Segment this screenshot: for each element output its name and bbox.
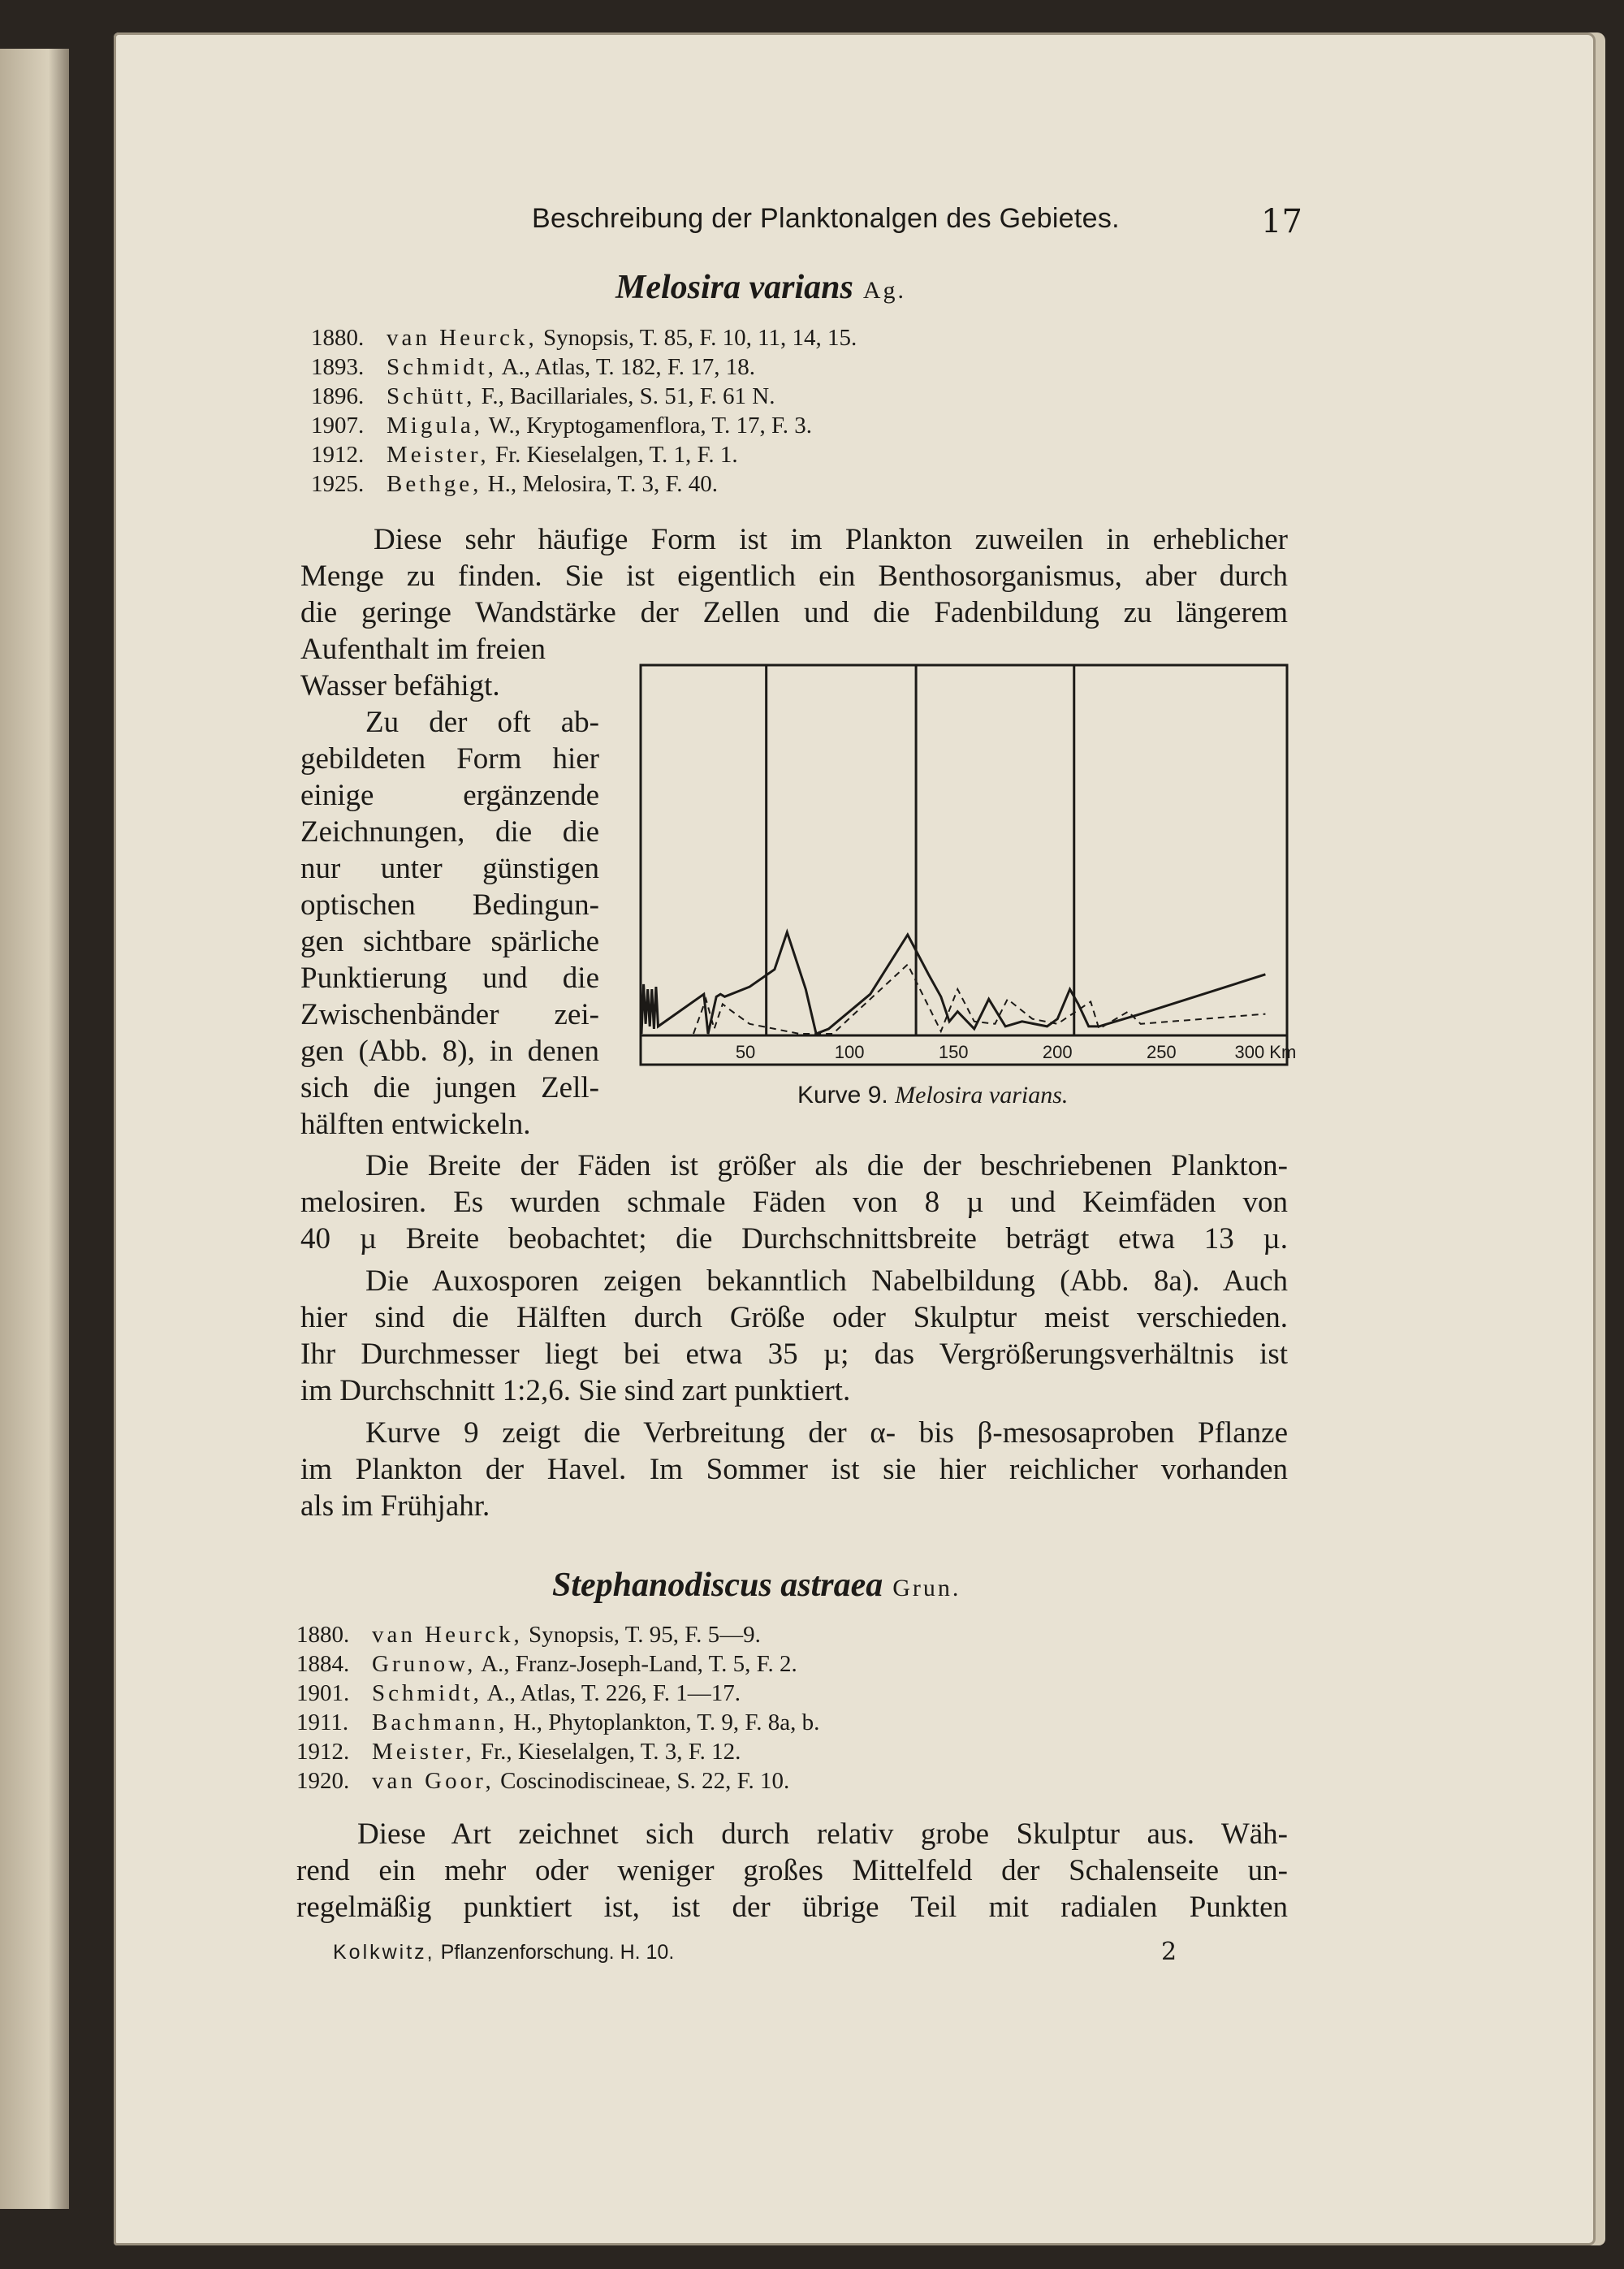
reference-entry: 1884. Grunow, A., Franz-Joseph-Land, T. 5, F. 2. [296,1651,797,1677]
body-line: Zwischenbänder zei- [300,998,599,1031]
reference-entry: 1912. Meister, Fr. Kieselalgen, T. 1, F. 1. [311,442,738,468]
reference-entry: 1920. van Goor, Coscinodiscineae, S. 22, F. 10. [296,1768,790,1794]
body-line: sich die jungen Zell- [300,1071,599,1104]
body-line: Die Breite der Fäden ist größer als die der beschriebenen Plankton- [365,1149,1288,1182]
kurve-9-chart [640,664,1297,1065]
reference-entry: 1925. Bethge, H., Melosira, T. 3, F. 40. [311,471,719,497]
species-authority: Ag. [862,277,907,304]
body-line: gebildeten Form hier [300,742,599,776]
reference-entry: 1896. Schütt, F., Bacillariales, S. 51, F. 61 N. [311,383,775,409]
body-line: einige ergänzende [300,779,599,812]
x-tick-label: 300 Km [1234,1042,1297,1062]
caption-title: Melosira varians. [895,1082,1069,1109]
body-line: Wasser befähigt. [300,669,500,702]
body-line: optischen Bedingun- [300,888,599,922]
body-line: nur unter günstigen [300,852,599,885]
signature-mark: 2 [1161,1938,1177,1966]
x-tick-label: 200 [1042,1042,1073,1062]
page-footer [333,1941,674,1964]
body-line: Zu der oft ab- [365,706,599,739]
body-line: Punktierung und die [300,962,599,995]
page-number: 17 [1261,203,1302,240]
body-line: hier sind die Hälften durch Größe oder Skulptur meist verschieden. [300,1301,1288,1334]
facing-page-edge [0,49,69,2209]
body-line: gen sichtbare spärliche [300,925,599,958]
reference-entry: 1907. Migula, W., Kryptogamenflora, T. 17, F. 3. [311,413,813,439]
species-authority: Grun. [892,1575,961,1601]
body-line: melosiren. Es wurden schmale Fäden von 8 µ und Keimfäden von [300,1186,1288,1219]
body-line: Diese Art zeichnet sich durch relativ grobe Skulptur aus. Wäh- [357,1817,1288,1851]
body-line: hälften entwickeln. [300,1108,531,1141]
figure-caption [797,1082,1068,1109]
body-line: rend ein mehr oder weniger großes Mittelfeld der Schalenseite un- [296,1854,1288,1887]
reference-entry: 1901. Schmidt, A., Atlas, T. 226, F. 1—17. [296,1680,741,1706]
reference-entry: 1880. van Heurck, Synopsis, T. 85, F. 10, 11, 14, 15. [311,325,857,351]
x-tick-label: 150 [938,1042,969,1062]
body-line: als im Frühjahr. [300,1489,490,1523]
footer-source: Pflanzenforschung. H. 10. [440,1941,675,1964]
body-line: Ihr Durchmesser liegt bei etwa 35 µ; das Vergrößerungsverhältnis ist [300,1338,1288,1371]
reference-entry: 1911. Bachmann, H., Phytoplankton, T. 9, F. 8a, b. [296,1709,820,1735]
species-name: Melosira varians [615,269,853,306]
reference-entry: 1880. van Heurck, Synopsis, T. 95, F. 5—9. [296,1622,761,1648]
body-line: Aufenthalt im freien [300,633,546,666]
x-tick-label: 100 [834,1042,865,1062]
x-tick-label: 50 [735,1042,756,1062]
body-line: die geringe Wandstärke der Zellen und die Fadenbildung zu längerem [300,596,1288,629]
footer-author: Kolkwitz, [333,1941,435,1964]
body-line: Diese sehr häufige Form ist im Plankton zuweilen in erheblicher [374,523,1288,556]
series-line-dashed [693,965,1265,1034]
species-title-melosira [615,268,906,307]
series-line-solid [641,932,1265,1034]
caption-label: Kurve 9. [797,1082,888,1109]
species-title-stephanodiscus [552,1566,961,1605]
body-line: regelmäßig punktiert ist, ist der übrige Teil mit radialen Punkten [296,1891,1288,1924]
reference-entry: 1893. Schmidt, A., Atlas, T. 182, F. 17, 18. [311,354,755,380]
x-tick-label: 250 [1146,1042,1177,1062]
reference-entry: 1912. Meister, Fr., Kieselalgen, T. 3, F. 12. [296,1739,741,1765]
body-line: Kurve 9 zeigt die Verbreitung der α- bis β-mesosaproben Pflanze [365,1416,1288,1450]
body-line: im Durchschnitt 1:2,6. Sie sind zart punktiert. [300,1374,851,1407]
chart-frame [641,665,1287,1065]
body-line: Die Auxosporen zeigen bekanntlich Nabelbildung (Abb. 8a). Auch [365,1264,1288,1298]
body-line: Zeichnungen, die die [300,815,599,849]
body-line: gen (Abb. 8), in denen [300,1035,599,1068]
body-line: im Plankton der Havel. Im Sommer ist sie hier reichlicher vorhanden [300,1453,1288,1486]
running-header: Beschreibung der Planktonalgen des Gebietes. [532,203,1120,234]
body-line: Menge zu finden. Sie ist eigentlich ein Benthosorganismus, aber durch [300,560,1288,593]
body-line: 40 µ Breite beobachtet; die Durchschnittsbreite beträgt etwa 13 µ. [300,1222,1288,1256]
species-name: Stephanodiscus astraea [552,1567,883,1604]
